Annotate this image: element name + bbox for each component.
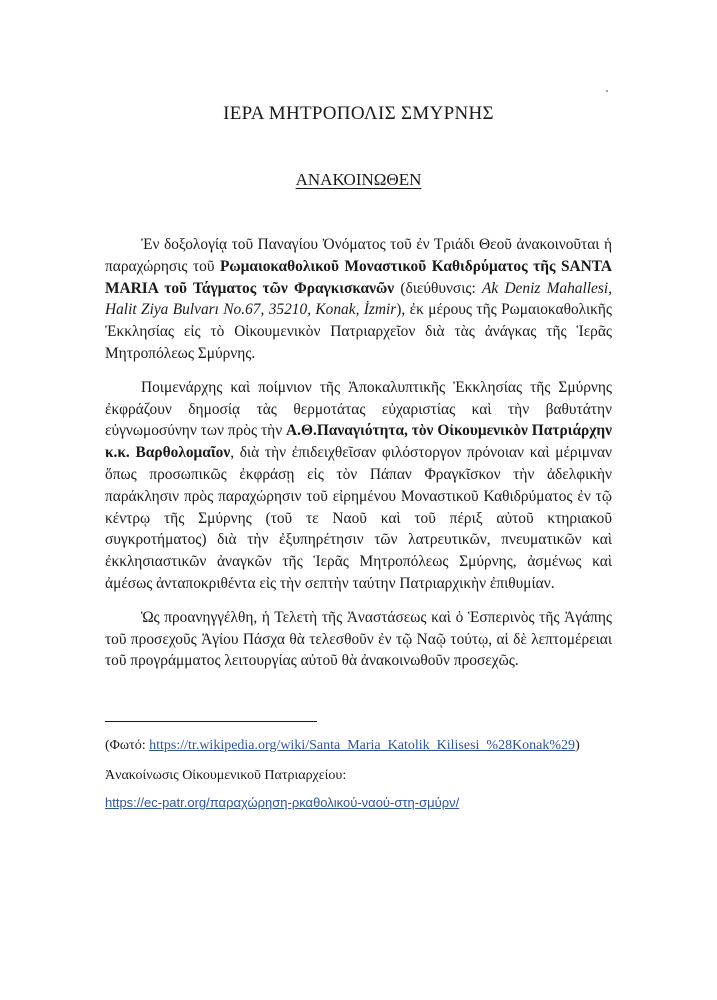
paragraph-1-text-a: Ἐν δοξολογίᾳ τοῦ Παναγίου Ὀνόματος τοῦ ἐν Τριάδι Θεοῦ ἀνακοινοῦται ἡ παραχώρησις τοῦ xyxy=(105,236,612,275)
paragraph-1-bold: Ρωμαιοκαθολικοῦ Μοναστικοῦ Καθιδρύματος τῆς SANTA MARIA τοῦ Τάγματος τῶν Φραγκισκανῶν xyxy=(105,257,612,297)
photo-credit-suffix: ) xyxy=(575,738,580,753)
paragraph-2 xyxy=(105,377,612,595)
photo-credit xyxy=(105,738,580,754)
paragraph-2-text-b: , διὰ τὴν ἐπιδειχθεῖσαν φιλόστοργον πρόνοιαν καὶ μέριμναν ὅπως προσωπικῶς ἐκφράσῃ εἰς τὸν Πάπαν Φραγκῖσκον τὴν ἀδελφικὴν παράκλησιν πρὸς παραχώρησιν τοῦ εἰρημένου Μοναστικοῦ Καθιδρύματος ἐν τῷ κέντρῳ τῆς Σμύρνης (τοῦ τε Ναοῦ καὶ τοῦ πέριξ αὐτοῦ κτηριακοῦ συγκροτήματος) διὰ τὴν ἐξυπηρέτησιν τῶν λατρευτικῶν, πνευματικῶν καὶ ἐκκλησιαστικῶν ἀναγκῶν τῆς Ἱερᾶς Μητροπόλεως Σμύρνης, ἀσμένως καὶ ἀμέσως ἀνταποκριθέντα εἰς τὴν σεπτὴν ταύτην Πατριαρχικὴν ἐπιθυμίαν. xyxy=(105,444,612,592)
paragraph-1-text-b: (διεύθυνσις: xyxy=(394,279,482,297)
paragraph-1 xyxy=(105,234,612,365)
scan-speck xyxy=(606,90,608,92)
paragraph-2-bold: Α.Θ.Παναγιότητα, τὸν Οἰκουμενικὸν Πατριάρχην κ.κ. Βαρθολομαῖον xyxy=(105,422,613,462)
footnote-divider xyxy=(105,721,317,722)
paragraph-2-text-a: Ποιμενάρχης καὶ ποίμνιον τῆς Ἀποκαλυπτικῆς Ἐκκλησίας τῆς Σμύρνης ἐκφράζουν δημοσίᾳ τὰς θερμοτάτας εὐχαριστίας καὶ τὴν βαθυτάτην εὐγνωμοσύνην των πρὸς τὴν xyxy=(105,378,612,440)
announcement-source-link[interactable]: https://ec-patr.org/παραχώρηση-ρκαθολικού-ναού-στη-σμύρν/ xyxy=(105,795,460,810)
document-heading: ΙΕΡΑ ΜΗΤΡΟΠΟΛΙΣ ΣΜΥΡΝΗΣ xyxy=(223,103,494,124)
photo-credit-prefix: (Φωτό: xyxy=(105,738,150,753)
photo-source-link[interactable]: https://tr.wikipedia.org/wiki/Santa_Maria_Katolik_Kilisesi_%28Konak%29 xyxy=(149,738,576,753)
announcement-source-label: Ἀνακοίνωσις Οἰκουμενικοῦ Πατριαρχείου: xyxy=(105,768,347,783)
announcement-title: ΑΝΑΚΟΙΝΩΘΕΝ xyxy=(295,170,422,189)
paragraph-1-text-c: ), ἐκ μέρους τῆς Ρωμαιοκαθολικῆς Ἐκκλησίας εἰς τὸ Οἰκουμενικὸν Πατριαρχεῖον διὰ τὰς ἀνάγκας τῆς Ἱερᾶς Μητροπόλεως Σμύρνης. xyxy=(105,301,612,362)
paragraph-3: Ὡς προανηγγέλθη, ἡ Τελετὴ τῆς Ἀναστάσεως καὶ ὁ Ἑσπερινὸς τῆς Ἀγάπης τοῦ προσεχοῦς Ἁγίου Πάσχα θὰ τελεσθοῦν ἐν τῷ Ναῷ τούτῳ, αἱ δὲ λεπτομέρειαι τοῦ προγράμματος λειτουργίας αὐτοῦ θὰ ἀνακοινωθοῦν προσεχῶς. xyxy=(105,608,612,670)
paragraph-1-address: Ak Deniz Mahallesi, Halit Ziya Bulvarı No.67, 35210, Konak, İzmir xyxy=(105,279,612,319)
announcement-body xyxy=(105,234,612,684)
